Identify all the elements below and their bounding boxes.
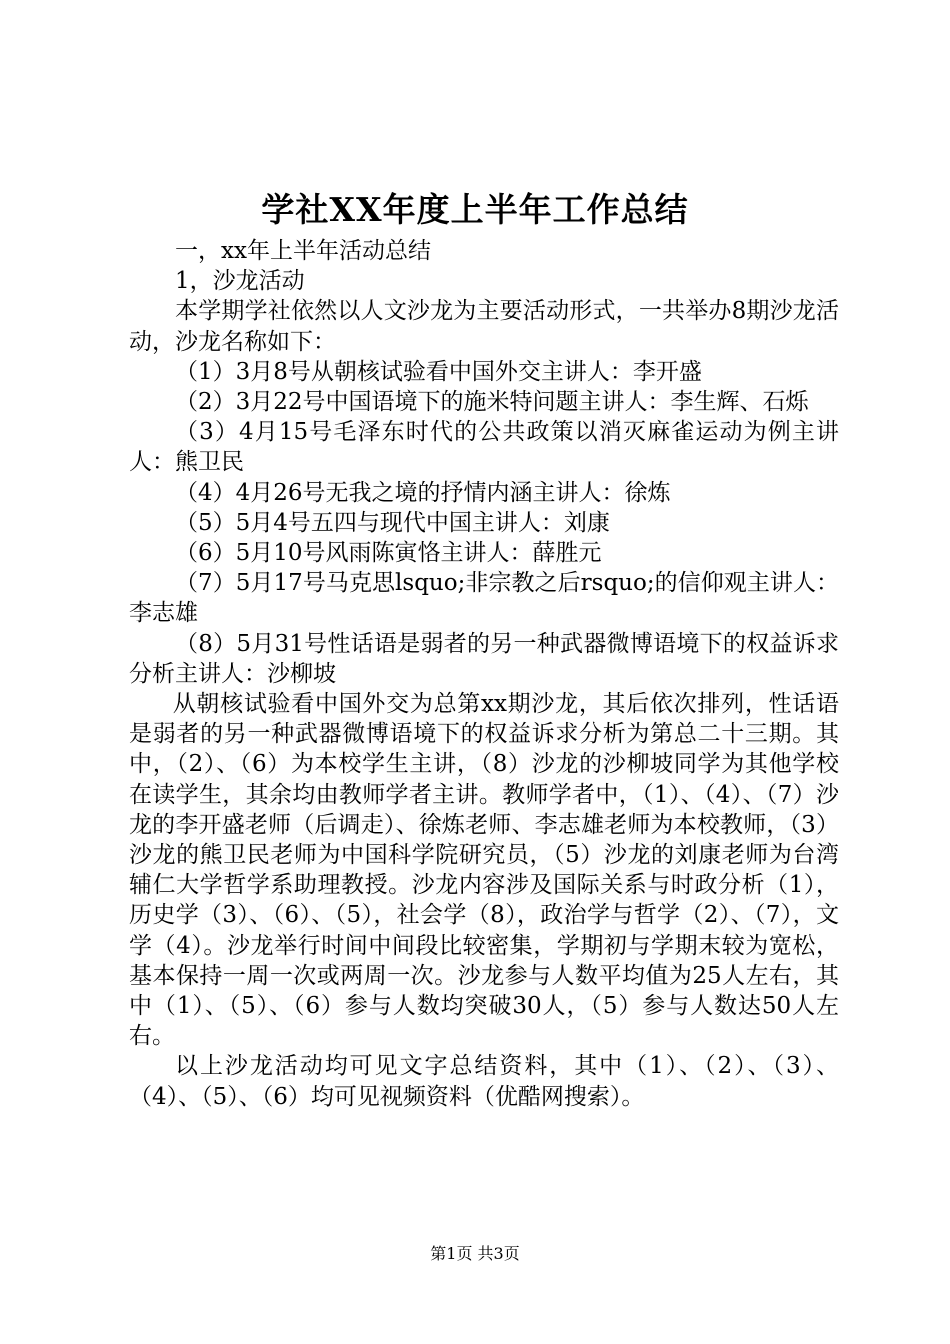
list-item: （2）3月22号中国语境下的施米特问题主讲人：李生辉、石烁 [175,389,809,416]
list-item: （7）5月17号马克思lsquo;非宗教之后rsquo;的信仰观主讲人：李志雄 [129,570,839,627]
list-item: （5）5月4号五四与现代中国主讲人：刘康 [175,509,610,536]
subsection-heading: 1，沙龙活动 [175,268,305,295]
list-item: （1）3月8号从朝核试验看中国外交主讲人：李开盛 [175,358,702,385]
paragraph: 本学期学社依然以人文沙龙为主要活动形式，一共举办8期沙龙活动，沙龙名称如下： [129,298,839,355]
list-item: （6）5月10号风雨陈寅恪主讲人：薛胜元 [175,540,602,567]
page-number-footer: 第1页 共3页 [430,1244,520,1263]
list-item: （4）4月26号无我之境的抒情内涵主讲人：徐炼 [175,479,671,506]
list-item: （8）5月31号性话语是弱者的另一种武器微博语境下的权益诉求分析主讲人：沙柳坡 [129,630,839,687]
document-body [129,236,839,1112]
paragraph: 从朝核试验看中国外交为总第xx期沙龙，其后依次排列，性话语是弱者的另一种武器微博语境下的权益诉求分析为第总二十三期。其中，（2）、（6）为本校学生主讲，（8）沙龙的沙柳坡同学为其他学校在读学生，其余均由教师学者主讲。教师学者中，（1）、（4）、（7）沙龙的李开盛老师（后调走）、徐炼老师、李志雄老师为本校教师，（3）沙龙的熊卫民老师为中国科学院研究员，（5）沙龙的刘康老师为台湾辅仁大学哲学系助理教授。沙龙内容涉及国际关系与时政分析（1），历史学（3）、（6）、（5），社会学（8），政治学与哲学（2）、（7），文学（4）。沙龙举行时间中间段比较密集，学期初与学期末较为宽松，基本保持一周一次或两周一次。沙龙参与人数平均值为25人左右，其中（1）、（5）、（6）参与人数均突破30人，（5）参与人数达50人左右。 [129,691,839,1050]
document-title: 学社XX年度上半年工作总结 [261,190,689,229]
paragraph: 以上沙龙活动均可见文字总结资料，其中（1）、（2）、（3）、（4）、（5）、（6）均可见视频资料（优酷网搜索）。 [129,1053,839,1110]
section-heading: 一，xx年上半年活动总结 [175,238,431,264]
list-item: （3）4月15号毛泽东时代的公共政策以消灭麻雀运动为例主讲人：熊卫民 [129,419,839,476]
